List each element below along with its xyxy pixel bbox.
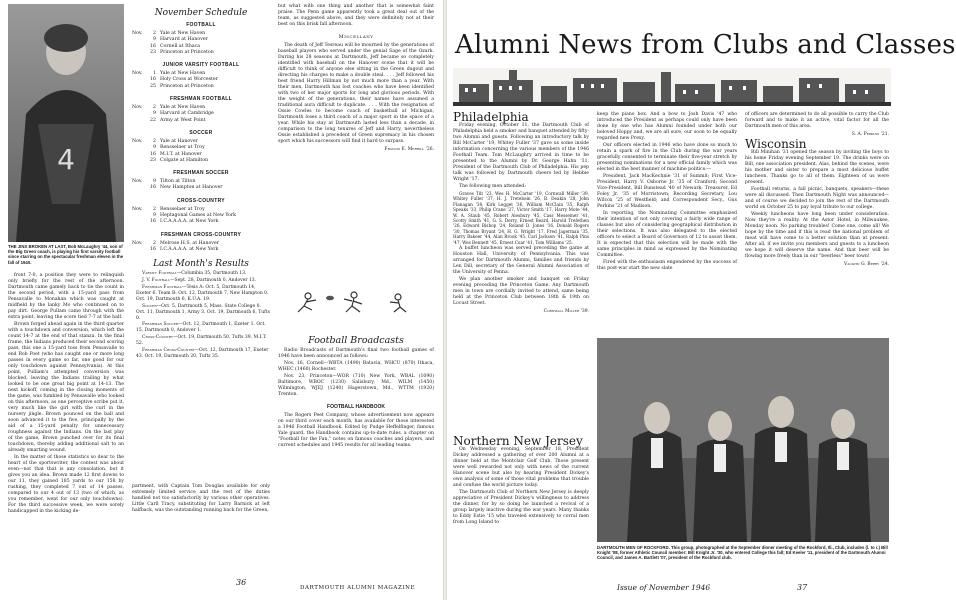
result-detail: —Oct. 19, Dartmouth 50, Tufts 39, M.I.T. 52. <box>136 335 267 347</box>
football-player-photo <box>8 4 124 242</box>
article-paragraph: partment, with Captain Tom Douglas available for only extremely limited service and the rest of the duties handled not too satisfactorily by various other operatives. Little Carll Tracy, substituting for Larry Barnick at left halfback, was the outstanding running back for the Green, <box>132 484 270 513</box>
result-detail: —Columbia 35, Dartmouth 13. <box>176 271 247 277</box>
schedule-event: M.I.T. at Hanover <box>160 151 202 157</box>
result-detail: —Oct. 5, Dartmouth 5, Mass. State College 0. Oct. 11, Dartmouth 1, Army 3. Oct. 19, Dartmouth 6, Tufts 0. <box>136 303 270 321</box>
philadelphia-heading: Philadelphia <box>453 110 529 124</box>
schedule-event: Yale at New Haven <box>160 71 206 77</box>
magazine-footer: DARTMOUTH ALUMNI MAGAZINE <box>300 585 416 591</box>
schedule-day: 9 <box>153 37 156 43</box>
new-jersey-paragraph: The Dartmouth Club of Northern New Jersey is deeply appreciative of President Dickey's willingness to address the dinner, for by so doing he launched a revival of a group largely inactive during the war years. Many thanks to Eddy Estie '15 who traveled extensively to corral men from Long Island to <box>453 490 589 525</box>
handbook-paragraph: The Rogers Peet Company, whose advertisement now appears on our third cover each month, has available for those interested a 1946 Football Handbook. Edited by Pudge Heffelfinger, famous Yale guard, the Handbook contains up-to-date rules, a chapter on "Football for the Fan," notes on famous coaches and players, and current schedules and 1945 results for all leading teams. <box>278 413 434 448</box>
schedule-day: 9 <box>153 145 156 151</box>
schedule-event: Yale at New Haven <box>160 105 206 111</box>
philadelphia-paragraph: We plan another smoker and banquet on Friday evening preceding the Princeton Game. Any Dartmouth men in town are cordially invited to attend, same being held at the Princeton Club between 18th & 19th on Locust Street. <box>453 277 589 307</box>
schedule-column <box>132 10 270 420</box>
schedule-day: 2 <box>153 240 156 246</box>
schedule-row <box>132 84 270 90</box>
schedule-day: 16 <box>150 151 156 157</box>
schedule-event: Holy Cross at Worcester <box>160 77 218 83</box>
schedule-month: Nov. <box>132 71 143 77</box>
schedule-section-heading: FRESHMAN CROSS-COUNTRY <box>160 231 242 238</box>
result-sport: Cross-Country <box>142 335 173 341</box>
schedule-day: 16 <box>150 77 156 83</box>
philadelphia-attendees: Graves Tilt '23, Wes H. McCarter '19, Cornwall Miller '39, Whitey Fuller '37, H. J. Tretebein '26, B. Deakin '28, John Flanagan '38, Kirk Legget '36, William McClain '35, Ralph Speaks '33, Philip Crane '27, Victor Smith '17, Harry Mote '44, W. A. Staub '45, Robert Alesbury '45, Cass Messemer '41, Scotty Smith '41, G. S. Derry, Ernest Beard, Harold Trefethen '26, Edward Bishop '24, Roland D. Jones '16, Donald Rogers '30, Thomas Bryant '24, H. G. Wright '17, Fred Jagerman '35, Harry Bakeer '44, Alan Brook '45, Carl Jackson '41, Ralph Pins '47, Wes Bennett '45, Ernest Coar '41, Tom Williams '25. <box>453 191 589 245</box>
schedule-event: New Hampton at Hanover <box>160 185 223 191</box>
schedule-section-heading: JUNIOR VARSITY FOOTBALL <box>162 62 240 69</box>
result-entry <box>132 271 270 277</box>
schedule-event: Princeton at Princeton <box>160 83 214 89</box>
schedule-day: 2 <box>153 206 156 212</box>
schedule-event: Melrose H.S. at Hanover <box>160 240 219 246</box>
schedule-row <box>132 219 270 225</box>
schedule-event: Colgate at Hamilton <box>160 157 209 163</box>
new-jersey-paragraph: On Wednesday evening, September 18, President Dickey addressed a gathering of over 200 Alumni at a dinner held at the Montclair Golf Club. Those present were well rewarded not only with news of the current Hanover scene but also by hearing President Dickey's own analysis of some of those vital problems that trouble and confuse the world picture today. <box>453 447 589 488</box>
result-sport: Soccer <box>142 303 157 309</box>
result-sport: Varsity Football <box>142 271 177 277</box>
schedule-day: 9 <box>153 111 156 117</box>
schedule-event: Harvard at Hanover <box>160 37 208 43</box>
article-paragraph: Our officers elected in 1946 who have done so much to retain a spark of fire in the Club during the war years gracefully consented to terminate their five-year stretch by presenting nominations for a new official family which was elected in the best manner of machine politics:— <box>597 143 737 172</box>
rockford-photo-caption: DARTMOUTH MEN OF ROCKFORD. This group, photographed at the September dinner meeting of the Rockford, Ill., Club, includes (l. to r.) Bill Knight '08, former Athletic Council member; Bill Knight Jr. '30, who entered College this fall; Ed Keeler '11, president of the Dartmouth Alumni Council, and James A. Bartlett '07, president of the Rockford club. <box>597 545 888 561</box>
schedule-event: Heptagonal Games at New York <box>160 213 236 219</box>
right-page <box>447 0 956 600</box>
article-column-right <box>745 112 889 337</box>
schedule-month: Nov. <box>132 240 143 246</box>
philadelphia-signature: Cornwall Miller '39. <box>543 309 589 315</box>
schedule-section-heading: FOOTBALL <box>186 22 216 28</box>
schedule-day: 16 <box>150 185 156 191</box>
schedule-section-heading: CROSS-COUNTRY <box>177 197 225 204</box>
result-entry <box>132 304 270 322</box>
wisconsin-paragraph: Bill Minihan '31 opened the season by inviting the boys to his home Friday evening September 19. The drinks were on Bill, one association president. Alas, behind the scenes, were his mother and sister to prepare a most delicious buffet luncheon. Thanks go to all of them. Eighteen of us were present. <box>745 150 889 185</box>
masthead-title: Alumni News from Clubs and Classes <box>455 30 956 60</box>
article-paragraph: Fired with the enthusiasm engendered by the success of this post-war start the new slate <box>597 260 737 271</box>
schedule-event: Rensselaer at Troy <box>160 145 205 151</box>
broadcast-paragraph: Nov. 23, Princeton—WOR (710) New York, WBAL (1090) Baltimore, WBOC (1230) Salisbury, Md., WILM (1450) Wilmington, WJEJ (1240) Hagerstown, Md., WTTM (1920) Trenton. <box>278 374 434 397</box>
photo-caption: THE JINX BROKEN AT LAST, Bob McLaughry '44, son of the Big Green coach, is playing his first varsity football since starring on the spectacular freshman eleven in the fall of 1940. <box>8 244 124 265</box>
miscellany-heading: Miscellany <box>338 34 374 40</box>
article-paragraph: of officers are determined to do all possible to carry the Club forward and to make it an active, vital factor for all the Dartmouth men of this area. <box>745 112 889 129</box>
article-paragraph: Brown forged ahead again in the third quarter with a touchdown and conversion, which left the count 14-7 at the end of that stanza. In the final frame, the Indians produced their second scoring pass, this one a 15-yard toss from Pensavalle to end Bob Poet (who has caught one or more long passes in every game so far, one good for our only touchdown against Pennsylvania). At this point, Pulliam's attempted conversion was blocked, leaving the Indians trailing by what looked to be one great big point at 14-13. The next kickoff, coming in the closing moments of the game, was fumbled by Pensavalle who looked on this afternoon, as one perceptive scribe put it, very much like the girl with the curl in the nursery jingle. Brown pounced on the ball and soon advanced it to the five, principally by the aid of a 15-yard penalty for unnecessary roughness against the Indians. On the last play of the game, Brown punched over for its final touchdown, thereby adding additional salt to an already smarting wound. <box>8 322 124 453</box>
page-number-left: 36 <box>236 578 247 587</box>
result-entry <box>132 278 270 284</box>
philadelphia-paragraph: Friday evening, October 11, the Dartmouth Club of Philadelphia held a smoker and banquet attended by fifty-two Alumni and guests. Following an introductory talk by Bill McCarter '19, Whitey Fuller '37 gave us some inside information concerning the various members of the 1946 Football Team. Tom McLaughry arrived in time to be presented to the Alumni by Dr. George Hahn '31, President of the Dartmouth Club of Philadelphia. His pep talk was followed by Dartmouth cheers led by Hebbie Wright '17. <box>453 123 589 182</box>
schedule-day: 1 <box>153 71 156 77</box>
result-detail: —Oct. 12, Dartmouth 1, Exeter 1. Oct. 15, Dartmouth 0, Andover 1. <box>136 322 266 334</box>
result-entry <box>132 322 270 334</box>
schedule-month <box>132 118 148 124</box>
new-jersey-heading: Northern New Jersey <box>453 434 583 448</box>
schedule-event: Rensselaer at Troy <box>160 206 205 212</box>
schedule-day: 16 <box>150 246 156 252</box>
schedule-day: 9 <box>153 179 156 185</box>
philadelphia-paragraph: A buffet luncheon was served preceding the game at Houston Hall, University of Pennsylvania. This was arranged for Dartmouth Alumni, families and friends by Len Dill, secretary of the General Alumni Association of the University of Penna. <box>453 246 589 276</box>
rockford-group-photo <box>597 338 889 542</box>
schedule-month <box>132 219 148 225</box>
schedule-row <box>132 118 270 124</box>
broadcasts-title: Football Broadcasts <box>308 335 404 346</box>
article-paragraph: In reporting, the Nominating Committee emphasized their intention of not only covering a fairly wide range of classes but also of considering geographical distribution in their selections. It was also delegated to the elected officers to select a Board of Governors of 12 to assist them. It is expected that this selection will be made with the same principles in mind as expressed by the Nominating Committee. <box>597 211 737 258</box>
broadcasts-column <box>278 334 434 588</box>
result-detail: —Sept. 28, Dartmouth 0, Andover 13. <box>170 278 257 284</box>
page-number-right: 37 <box>797 583 808 592</box>
article-paragraph: front 7-0, a position they were to relinquish only briefly for the rest of the afternoon. Dartmouth came gamely back to tie the count in the second period, with a 15-yard pass from Pensavalle to Monahan which was caught at midfield by the lanky Mo who continued on to pay dirt. George Pullam came through with the extra point, leaving the score tied 7-7 at the half. <box>8 273 124 320</box>
player-illustration <box>8 4 124 242</box>
left-page <box>0 0 443 600</box>
wisconsin-signature: Vaughn G. Berry '24. <box>843 262 889 267</box>
miscellany-paragraph: The death of Jeff Tesreau will be mourned by the generations of baseball players who served under the genial Sage of the Ozark. During his 28 seasons at Dartmouth, Jeff became so completely identified with baseball on the Hanover scene that it will be difficult to think of anyone else sitting in the Green dugout and directing his charges to make a double steal. . . . Jeff followed his best friend Harry Hillman by not much more than a year. With their men, Dartmouth has lost coaches who have been identified with two of her major sports for long and glorious periods. With the weight of the generations, their names have assumed a traditional aura difficult to duplicate. . . . With the resignation of Ossie Cowles to become coach of basketball at Michigan, Dartmouth loses a third coach of a major sport in the space of a year. While his stay at Dartmouth lasted less than a decade, in comparison to the long tenures of Jeff and Harry, nevertheless Ossie established a precedent of Green supremacy in his chosen sport which his successors will find it hard to surpass. <box>278 43 434 144</box>
schedule-day: 23 <box>150 157 156 163</box>
article-column-2-bottom <box>132 484 270 588</box>
article-column-3 <box>278 4 434 334</box>
handbook-heading: FOOTBALL HANDBOOK <box>327 404 385 410</box>
new-jersey-column <box>453 436 589 586</box>
schedule-title: November Schedule <box>154 8 248 18</box>
article-column-1 <box>8 273 124 591</box>
schedule-month <box>132 247 148 253</box>
schedule-sections <box>132 22 270 253</box>
schedule-row <box>132 158 270 164</box>
schedule-month: Nov. <box>132 138 143 144</box>
article-paragraph: but what with one thing and another that is somewhat faint praise. The Penn game apparently took a great deal out of the team, as suggested above, and they were definitely not at their best on this brisk fall afternoon. <box>278 4 434 27</box>
article-paragraph: In the matter of those statistics so dear to the heart of the sportswriter, the contest was about even—not that that is any consolation, but it gives you an idea. Brown made 12 first downs to our 11, they gained 185 yards to our 158 by rushing, they completed 7 out of 14 passes, compared to our 4 out of 13 (two of which, as you remember, went for our only touchdowns). For the third successive week, we were sorely handicapped in the kicking de- <box>8 455 124 514</box>
schedule-day: 9 <box>153 213 156 219</box>
football-players-drawing <box>290 290 420 314</box>
result-detail: —Tesis A: Oct. 5, Dartmouth 14, Exeter 6. Team B: Oct. 12, Dartmouth 7, New Hampton 0. Oct. 19, Dartmouth 6, K.U.A. 19. <box>136 285 269 302</box>
schedule-event: Harvard at Cambridge <box>160 111 214 117</box>
schedule-day: 23 <box>150 49 156 55</box>
schedule-day: 22 <box>150 117 156 123</box>
wisconsin-paragraph: Weekly luncheons have long been under consideration. Now they're a reality. At the Astor Hotel, in Milwaukee, Monday noon. No parking troubles! Come one, come all! We hope by the time and if this is read the national problem of meat will have come to a better solution than at present. After all, if we invite you members and guests to a luncheon we hope it will deserve the name. And that beer will be flowing more freely than in our "beerless" beer town! <box>745 212 889 259</box>
schedule-section-heading: SOCCER <box>189 129 213 136</box>
article-paragraph: keep the piano box. And a bow to Josh Davis '47 who introduced the President as perhaps could only have been done by one who has Alumni founded under both our beloved Hoppy and, we are all sure, our soon to be equally regarded new Prexy. <box>597 112 737 141</box>
schedule-row <box>132 185 270 191</box>
result-sport: Freshman Football <box>142 285 182 291</box>
miscellany-signature: Francis E. Merrill '26. <box>384 147 434 152</box>
article-paragraph: President, Jack MacKechnie '31 of Summit; First Vice-President, Harry V. Osborne Jr. '35 of Cranford; Second Vice-President, Bill Bunstead '40 of Newark; Treasurer, Ed Foley Jr. '35 of Morristown; Recording Secretary, Lou Wilcox '25 of Westfield; and Correspondent Secy., Gus Perkins '21 of Madison. <box>597 174 737 209</box>
schedule-event: Yale at Hanover <box>160 138 198 144</box>
schedule-month <box>132 50 148 56</box>
schedule-row <box>132 247 270 253</box>
schedule-row <box>132 50 270 56</box>
result-sport: J. V. Football <box>142 278 171 284</box>
schedule-day: 2 <box>153 31 156 36</box>
result-detail: —Oct. 12, Dartmouth 17, Exeter 43. Oct. 19, Dartmouth 20, Tufts 35. <box>136 348 269 360</box>
wisconsin-heading: Wisconsin <box>745 137 807 151</box>
schedule-day: 25 <box>150 83 156 89</box>
svg-text:4: 4 <box>57 143 75 176</box>
schedule-section-heading: FRESHMAN FOOTBALL <box>169 96 233 103</box>
broadcast-paragraph: Radio Broadcasts of Dartmouth's final two football games of 1946 have been announced as follows: <box>278 348 434 359</box>
schedule-day: 16 <box>150 219 156 225</box>
article-column-center <box>597 112 737 334</box>
schedule-month: Nov. <box>132 105 143 111</box>
issue-footer: Issue of November 1946 <box>617 583 711 592</box>
schedule-event: I.C.A.A.A.A. at New York <box>160 219 219 225</box>
new-jersey-signature: S. A. Perkins '21. <box>851 132 889 137</box>
schedule-month <box>132 158 148 164</box>
schedule-day: 2 <box>153 105 156 111</box>
broadcast-paragraph: Nov. 16, Cornell—WBTA (1490) Batavia, WHCU (870) Ithaca, WHEC (1460) Rochester. <box>278 361 434 372</box>
result-entry <box>132 348 270 360</box>
group-illustration <box>597 338 889 542</box>
schedule-month: Nov. <box>132 206 143 212</box>
philadelphia-column <box>453 112 589 432</box>
schedule-event: Tilton at Tilton <box>160 179 196 185</box>
schedule-event: Princeton at Princeton <box>160 49 214 55</box>
result-sport: Freshman Soccer <box>142 322 179 328</box>
schedule-day: 16 <box>150 43 156 49</box>
result-entry <box>132 335 270 347</box>
schedule-month <box>132 84 148 90</box>
results-list <box>132 271 270 360</box>
schedule-day: 2 <box>153 138 156 144</box>
philadelphia-paragraph: The following men attended: <box>459 184 526 189</box>
schedule-month: Nov. <box>132 179 143 185</box>
campus-skyline-illustration <box>453 68 891 106</box>
results-title: Last Month's Results <box>153 259 249 270</box>
schedule-event: Army at West Point <box>160 117 206 123</box>
schedule-event: Yale at New Haven <box>160 31 206 36</box>
schedule-month: Nov. <box>132 31 143 36</box>
result-entry <box>132 285 270 303</box>
schedule-event: I.C.A.A.A.A. at New York <box>160 246 219 252</box>
schedule-section-heading: FRESHMAN SOCCER <box>173 170 229 177</box>
schedule-event: Cornell at Ithaca <box>160 43 201 49</box>
result-sport: Freshman Cross-Country <box>142 348 195 354</box>
schedule-month <box>132 185 148 191</box>
wisconsin-paragraph: Football returns, a fall picnic, banquets, speakers—these were all discussed. Then Dartmouth Night was announced—and of course we decided to join the rest of the Dartmouth world on October 25 to pay loyal tribute to our college. <box>745 187 889 210</box>
